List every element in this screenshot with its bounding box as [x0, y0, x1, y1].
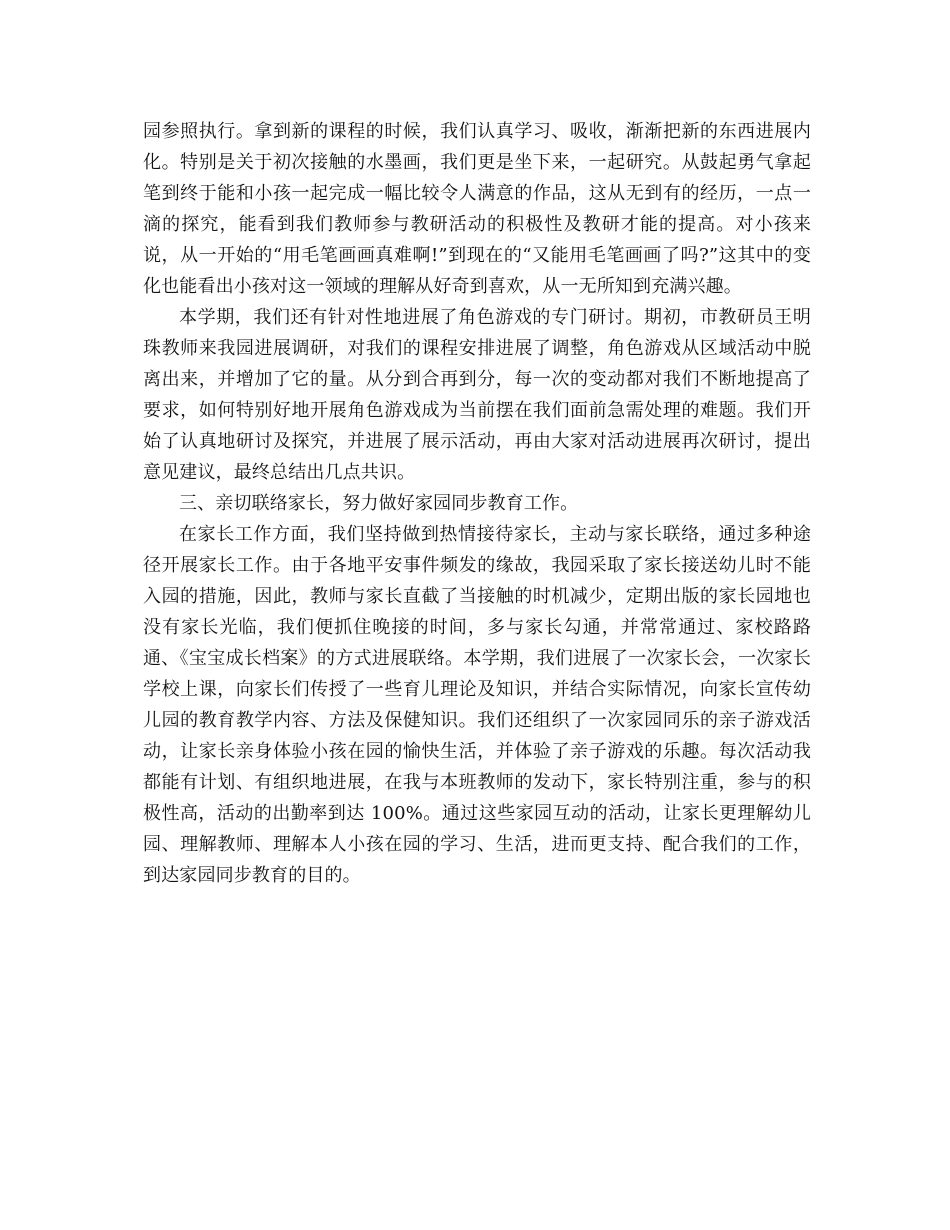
- section-heading-parent-contact: 三、亲切联络家长，努力做好家园同步教育工作。: [179, 493, 579, 514]
- paragraph-role-play-research: 本学期，我们还有针对性地进展了角色游戏的专门研讨。期初，市教研员王明珠教师来我园进展调研，对我们的课程安排进展了调整，角色游戏从区域活动中脱离出来，并增加了它的量。从分到合再到分，每一次的变动都对我们不断地提高了要求，如何特别好地开展角色游戏成为当前摆在我们面前急需处理的难题。我们开始了认真地研讨及探究，并进展了展示活动，再由大家对活动进展再次研讨，提出意见建议，最终总结出几点共识。: [143, 307, 811, 483]
- paragraph-parent-work: 在家长工作方面，我们坚持做到热情接待家长，主动与家长联络，通过多种途径开展家长工作。由于各地平安事件频发的缘故，我园采取了家长接送幼儿时不能入园的措施，因此，教师与家长直截了当接触的时机减少，定期出版的家长园地也没有家长光临，我们便抓住晚接的时间，多与家长勾通，并常常通过、家校路路通、《宝宝成长档案》的方式进展联络。本学期，我们进展了一次家长会，一次家长学校上课，向家长们传授了一些育儿理论及知识，并结合实际情况，向家长宣传幼儿园的教育教学内容、方法及保健知识。我们还组织了一次家园同乐的亲子游戏活动，让家长亲身体验小孩在园的愉快生活，并体验了亲子游戏的乐趣。每次活动我都能有计划、有组织地进展，在我与本班教师的发动下，家长特别注重，参与的积极性高，活动的出勤率到达 100%。通过这些家园互动的活动，让家长更理解幼儿园、理解教师、理解本人小孩在园的学习、生活，进而更支持、配合我们的工作，到达家园同步教育的目的。: [143, 524, 811, 886]
- document-body: [143, 116, 811, 891]
- paragraph-course-implementation: 园参照执行。拿到新的课程的时候，我们认真学习、吸收，渐渐把新的东西进展内化。特别是关于初次接触的水墨画，我们更是坐下来，一起研究。从鼓起勇气拿起笔到终于能和小孩一起完成一幅比较令人满意的作品，这从无到有的经历，一点一滴的探究，能看到我们教师参与教研活动的积极性及教研才能的提高。对小孩来说，从一开始的“用毛笔画画真难啊!”到现在的“又能用毛笔画画了吗?”这其中的变化也能看出小孩对这一领域的理解从好奇到喜欢，从一无所知到充满兴趣。: [143, 121, 811, 297]
